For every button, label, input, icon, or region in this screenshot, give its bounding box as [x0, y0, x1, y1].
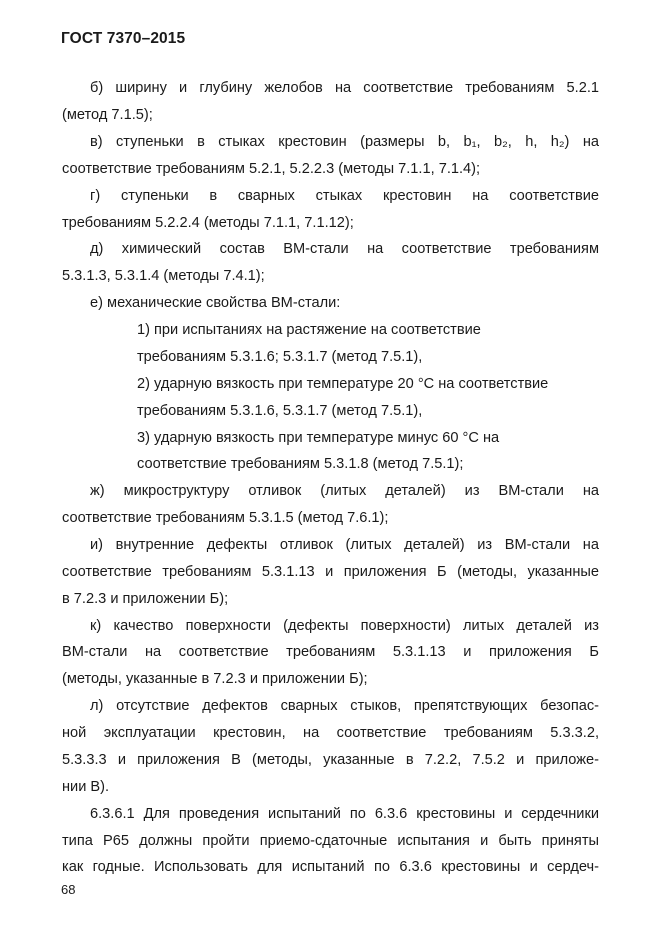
page-number: 68 — [61, 882, 76, 897]
text-line: требованиям 5.3.1.6; 5.3.1.7 (метод 7.5.1), — [137, 349, 423, 365]
text-line: 3) ударную вязкость при температуре минус 60 °С на — [137, 430, 500, 446]
text-line: как годные. Использовать для испытаний по 6.3.6 крестовины и сердеч- — [62, 859, 599, 875]
text-line: д) химический состав ВМ-стали на соответствие требованиям — [90, 241, 599, 257]
text-line: соответствие требованиям 5.3.1.13 и приложения Б (методы, указанные — [62, 564, 599, 580]
text-line: ВМ-стали на соответствие требованиям 5.3.1.13 и приложения Б — [62, 644, 599, 660]
text-line: 5.3.1.3, 5.3.1.4 (методы 7.4.1); — [62, 268, 265, 284]
text-line: ж) микроструктуру отливок (литых деталей) из ВМ-стали на — [90, 483, 599, 499]
text-line: соответствие требованиям 5.3.1.8 (метод 7.5.1); — [137, 456, 464, 472]
text-line: в) ступеньки в стыках крестовин (размеры b, b₁, b₂, h, h₂) на — [90, 134, 599, 150]
text-line: требованиям 5.3.1.6, 5.3.1.7 (метод 7.5.1), — [137, 403, 423, 419]
text-line: ной эксплуатации крестовин, на соответствие требованиям 5.3.3.2, — [62, 725, 599, 741]
text-line: г) ступеньки в сварных стыках крестовин на соответствие — [90, 188, 599, 204]
text-line: 5.3.3.3 и приложения В (методы, указанные в 7.2.2, 7.5.2 и приложе- — [62, 752, 599, 768]
text-line: 1) при испытаниях на растяжение на соответствие — [137, 322, 481, 338]
text-line: типа Р65 должны пройти приемо-сдаточные испытания и быть приняты — [62, 833, 599, 849]
text-line: б) ширину и глубину желобов на соответствие требованиям 5.2.1 — [90, 80, 599, 96]
text-line: соответствие требованиям 5.2.1, 5.2.2.3 (методы 7.1.1, 7.1.4); — [62, 161, 481, 177]
text-line: 6.3.6.1 Для проведения испытаний по 6.3.6 крестовины и сердечники — [90, 806, 599, 822]
text-line: нии В). — [62, 779, 110, 795]
text-line: и) внутренние дефекты отливок (литых деталей) из ВМ-стали на — [90, 537, 599, 553]
text-line: (методы, указанные в 7.2.3 и приложении Б); — [62, 671, 368, 687]
text-line: к) качество поверхности (дефекты поверхности) литых деталей из — [90, 618, 599, 634]
text-line: соответствие требованиям 5.3.1.5 (метод 7.6.1); — [62, 510, 389, 526]
text-line: в 7.2.3 и приложении Б); — [62, 591, 229, 607]
text-line: требованиям 5.2.2.4 (методы 7.1.1, 7.1.12); — [62, 215, 354, 231]
text-line: (метод 7.1.5); — [62, 107, 153, 123]
text-line: 2) ударную вязкость при температуре 20 °С на соответствие — [137, 376, 549, 392]
text-line: л) отсутствие дефектов сварных стыков, препятствующих безопас- — [90, 698, 599, 714]
text-line: е) механические свойства ВМ-стали: — [90, 295, 341, 311]
document-header: ГОСТ 7370–2015 — [61, 30, 186, 47]
